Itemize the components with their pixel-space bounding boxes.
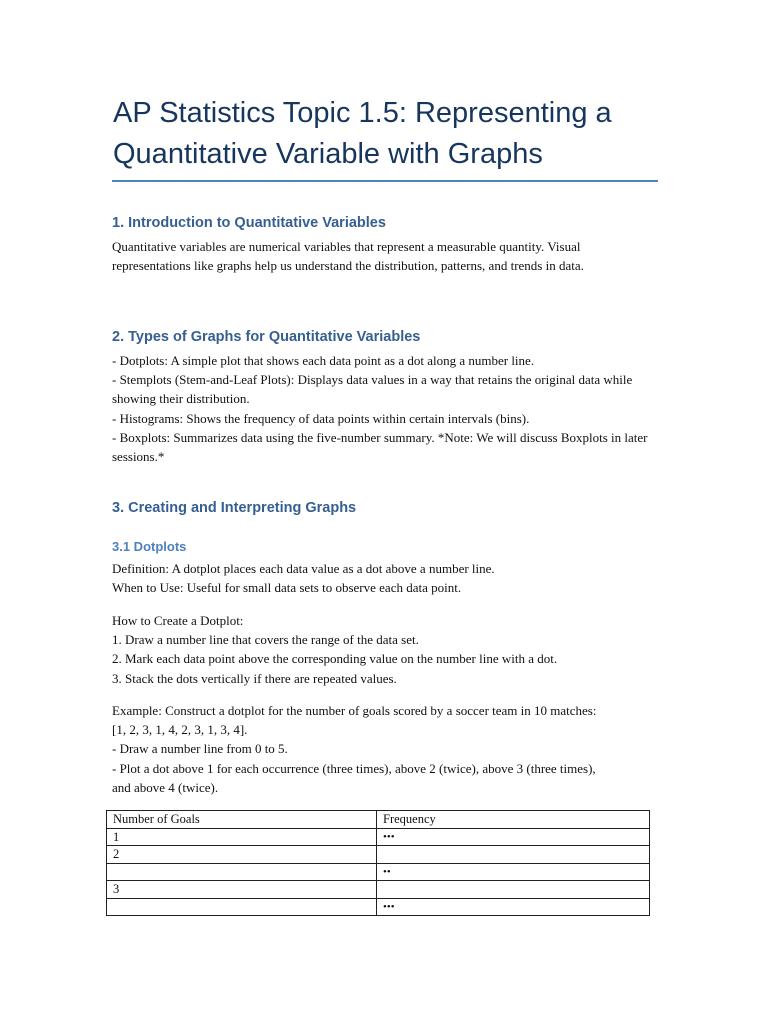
dotplot-definition: Definition: A dotplot places each data value as a dot above a number line.	[112, 561, 495, 576]
table-row	[107, 863, 650, 881]
table-row	[107, 881, 650, 899]
example-step-2: - Plot a dot above 1 for each occurrence (three times), above 2 (twice), above 3 (three times), and above 4 (twice).	[112, 760, 596, 795]
list-item-dotplots: - Dotplots: A simple plot that shows each data point as a dot along a number line.	[112, 353, 535, 368]
table-row	[107, 898, 650, 916]
graph-types-list	[112, 351, 652, 466]
table-header-row	[107, 811, 650, 829]
table-cell-goals	[107, 898, 377, 916]
page-title: AP Statistics Topic 1.5: Representing a Quantitative Variable with Graphs	[113, 97, 612, 170]
table-cell-frequency: •••	[377, 828, 650, 846]
frequency-table	[106, 810, 650, 916]
table-cell-frequency: ••	[377, 863, 650, 881]
list-item-histograms: - Histograms: Shows the frequency of data points within certain intervals (bins).	[112, 410, 530, 426]
table-row	[107, 846, 650, 864]
section-heading-creating: 3. Creating and Interpreting Graphs	[112, 500, 357, 516]
table-header-frequency: Frequency	[377, 811, 650, 829]
example-step-1: - Draw a number line from 0 to 5.	[112, 741, 288, 757]
example-text: Example: Construct a dotplot for the number of goals scored by a soccer team in 10 matches: [1, 2, 3, 1, 4, 2, 3, 1, 3, 4].	[112, 703, 597, 738]
dotplot-how-to-block	[112, 611, 652, 688]
dotplot-definition-block	[112, 559, 652, 597]
table-row	[107, 828, 650, 846]
how-to-step-1: 1. Draw a number line that covers the range of the data set.	[112, 632, 419, 648]
section-heading-types: 2. Types of Graphs for Quantitative Variables	[112, 329, 421, 345]
table-cell-goals: 1	[107, 828, 377, 846]
table-cell-frequency	[377, 846, 650, 864]
table-cell-frequency: •••	[377, 898, 650, 916]
how-to-title: How to Create a Dotplot:	[112, 613, 244, 628]
table-cell-goals	[107, 863, 377, 881]
dotplot-example-block	[112, 701, 612, 797]
title-divider	[112, 180, 658, 182]
table-cell-frequency	[377, 881, 650, 899]
dotplot-when-to-use: When to Use: Useful for small data sets to observe each data point.	[112, 580, 462, 596]
table-header-goals: Number of Goals	[107, 811, 377, 829]
how-to-step-3: 3. Stack the dots vertically if there are repeated values.	[112, 670, 397, 686]
intro-paragraph: Quantitative variables are numerical variables that represent a measurable quantity. Visual representations like graphs help us understand the distribution, patterns, and trends in data.	[112, 239, 584, 274]
subsection-heading-dotplots: 3.1 Dotplots	[112, 539, 187, 554]
section-heading-intro: 1. Introduction to Quantitative Variables	[112, 215, 386, 231]
table-cell-goals: 3	[107, 881, 377, 899]
list-item-stemplots: - Stemplots (Stem-and-Leaf Plots): Displays data values in a way that retains the original data while showing their distribution.	[112, 372, 633, 407]
how-to-step-2: 2. Mark each data point above the corresponding value on the number line with a dot.	[112, 651, 558, 667]
table-cell-goals: 2	[107, 846, 377, 864]
list-item-boxplots: - Boxplots: Summarizes data using the five-number summary. *Note: We will discuss Boxplots in later sessions.*	[112, 429, 648, 465]
